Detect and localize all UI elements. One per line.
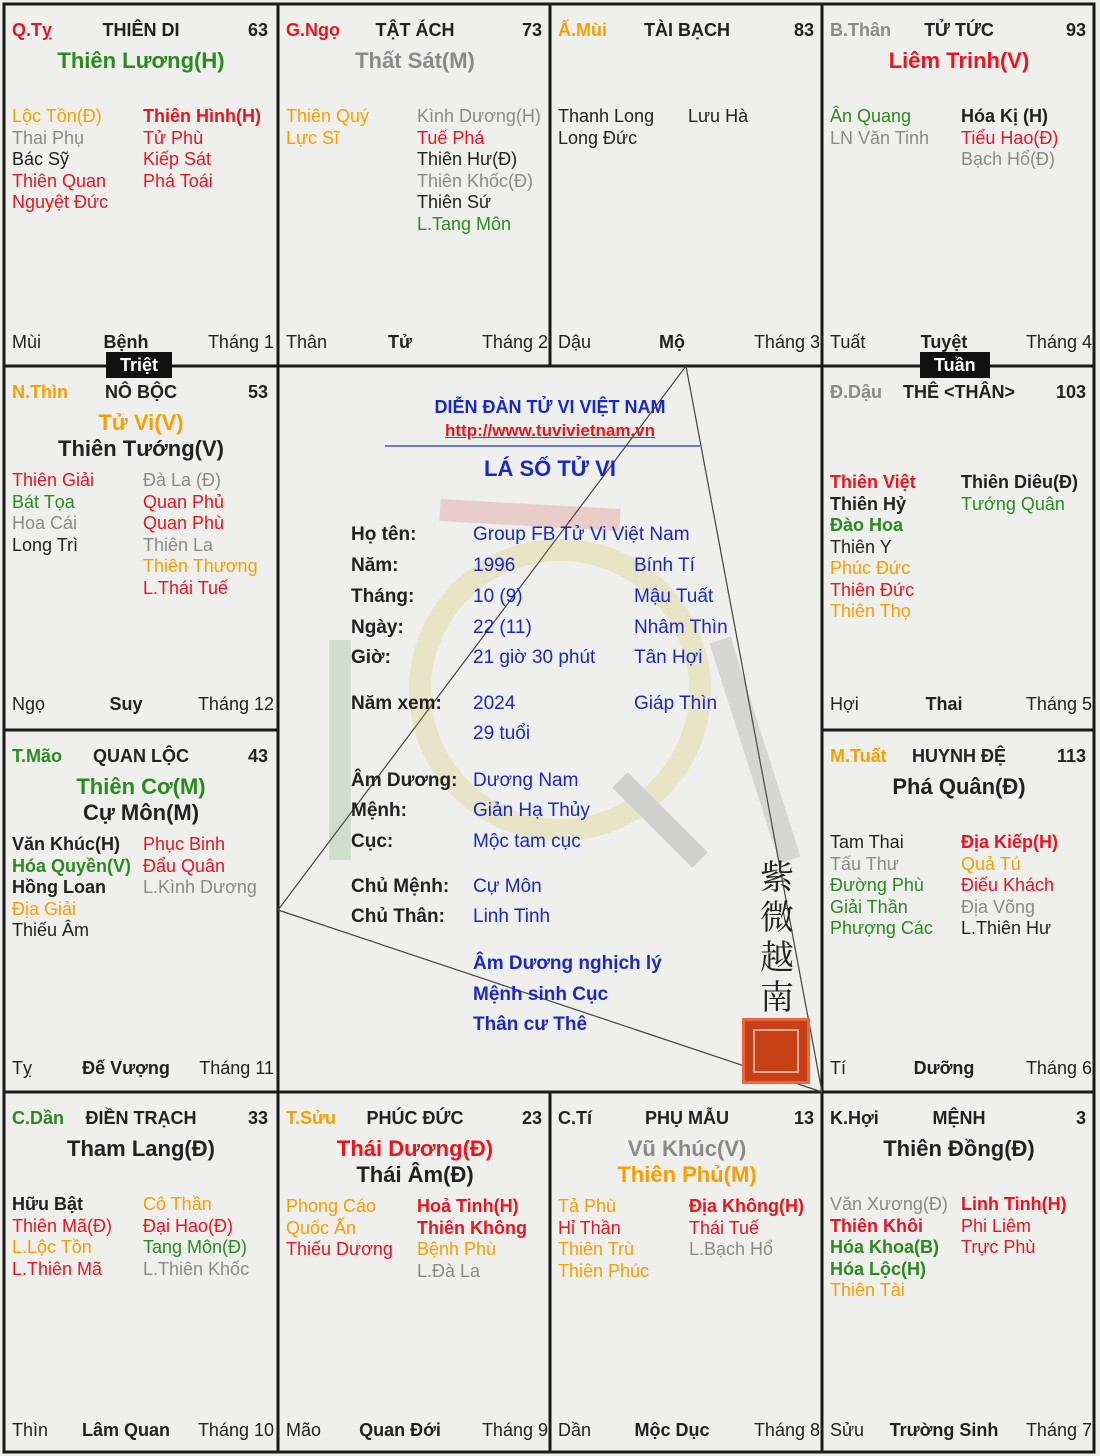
- palace-name: TỬ TỨC: [924, 20, 994, 40]
- minor-star: Thiên Đức: [830, 579, 915, 600]
- minor-stars-left: [12, 470, 94, 556]
- red-seal-stamp: [742, 1018, 810, 1084]
- minor-stars-left: [12, 1194, 112, 1280]
- minor-star: Thiên Tài: [830, 1280, 905, 1300]
- info-value: Cự Môn: [473, 876, 542, 897]
- minor-star: Tuế Phá: [417, 127, 485, 148]
- minor-star: L.Đà La: [417, 1260, 481, 1281]
- palace-month: Tháng 11: [199, 1058, 274, 1078]
- minor-star: Nguyệt Đức: [12, 192, 109, 212]
- minor-star: L.Thái Tuế: [143, 577, 229, 598]
- minor-star: L.Thiên Hư: [961, 918, 1052, 938]
- info-value: Linh Tinh: [473, 906, 551, 927]
- info-value: 22 (11): [473, 617, 532, 638]
- minor-stars-left: [830, 106, 929, 149]
- palace-name: MỆNH: [932, 1108, 986, 1128]
- palace-age: 113: [1056, 746, 1086, 766]
- minor-star: Bác Sỹ: [12, 149, 70, 169]
- minor-star: Đường Phù: [830, 875, 924, 895]
- palace-stage: Mộ: [659, 332, 685, 352]
- minor-stars-right: [417, 106, 541, 235]
- minor-star: Thiếu Âm: [12, 920, 90, 940]
- minor-stars-right: [417, 1196, 527, 1282]
- palace-tmao[interactable]: [6, 732, 276, 1092]
- palace-name: ĐIỀN TRẠCH: [85, 1108, 197, 1128]
- minor-star: Kình Dương(H): [417, 106, 541, 126]
- minor-stars-right: [143, 834, 257, 899]
- minor-star: Cô Thần: [143, 1194, 212, 1214]
- minor-star: Điếu Khách: [961, 875, 1055, 895]
- palace-stem-branch: Ấ.Mùi: [558, 20, 607, 40]
- major-star: Tử Vi(V): [98, 410, 184, 435]
- palace-name: NÔ BỘC: [105, 382, 177, 402]
- major-star: Thái Âm(Đ): [356, 1162, 474, 1187]
- minor-star: Văn Xương(Đ): [830, 1194, 948, 1214]
- minor-star: Thiên Mã(Đ): [12, 1215, 113, 1236]
- minor-star: Hỉ Thần: [558, 1217, 621, 1238]
- note-1: Âm Dương nghịch lý: [473, 953, 662, 974]
- palace-stem-branch: Đ.Dậu: [830, 382, 883, 402]
- palace-gngo[interactable]: [280, 6, 550, 366]
- minor-star: Thiên Hỷ: [830, 493, 907, 514]
- minor-star: Đào Hoa: [830, 515, 904, 535]
- minor-star: Thiên Trù: [558, 1239, 635, 1259]
- palace-stage: Tuyệt: [920, 332, 968, 352]
- palace-name: PHÚC ĐỨC: [366, 1108, 464, 1128]
- minor-stars-right: [961, 106, 1058, 171]
- palace-month: Tháng 1: [207, 332, 274, 352]
- palace-khoi[interactable]: [824, 1094, 1094, 1454]
- palace-stem-branch: M.Tuất: [830, 746, 887, 766]
- minor-star: L.Bạch Hổ: [689, 1239, 774, 1259]
- palace-age: 83: [793, 20, 814, 40]
- minor-star: Hoả Tinh(H): [417, 1196, 519, 1216]
- info-label: Năm xem:: [351, 693, 442, 714]
- minor-star: Thiên Khôi: [830, 1215, 923, 1236]
- minor-star: Quan Phù: [143, 513, 225, 533]
- palace-branch: Thìn: [12, 1420, 49, 1440]
- major-star: Thiên Phủ(M): [617, 1162, 757, 1187]
- palace-age: 93: [1065, 20, 1086, 40]
- minor-star: Tang Môn(Đ): [143, 1237, 248, 1257]
- minor-star: Thiên Việt: [830, 472, 916, 492]
- info-value: 10 (9): [473, 586, 523, 607]
- palace-month: Tháng 5: [1025, 694, 1092, 714]
- info-extra: Bính Tí: [634, 555, 695, 576]
- minor-star: Thiên Thương: [143, 556, 258, 576]
- palace-branch: Thân: [286, 332, 328, 352]
- info-value: 2024: [473, 693, 516, 714]
- palace-name: HUYNH ĐỆ: [911, 746, 1006, 766]
- triet-tag: Triệt: [106, 352, 172, 378]
- minor-star: L.Thiên Mã: [12, 1258, 103, 1279]
- minor-star: Thiên Không: [417, 1217, 527, 1238]
- minor-star: Thiên Y: [830, 536, 892, 557]
- minor-star: Thai Phụ: [12, 127, 85, 148]
- minor-star: Thái Tuế: [689, 1217, 760, 1238]
- major-star: Liêm Trinh(V): [888, 48, 1030, 73]
- minor-star: Bạch Hổ(Đ): [961, 149, 1056, 169]
- minor-star: Thiên Khốc(Đ): [417, 170, 534, 191]
- minor-star: Bệnh Phù: [417, 1239, 497, 1259]
- info-value: Mộc tam cục: [473, 831, 581, 852]
- minor-star: Tử Phù: [143, 127, 204, 148]
- palace-stem-branch: T.Sửu: [286, 1108, 337, 1128]
- major-star: Thiên Đồng(Đ): [883, 1136, 1035, 1161]
- seal-char-1: 紫: [760, 858, 794, 898]
- minor-star: Bát Tọa: [12, 491, 75, 512]
- palace-stage: Dưỡng: [913, 1058, 975, 1078]
- minor-star: Long Đức: [558, 127, 638, 148]
- palace-stage: Quan Đới: [359, 1420, 441, 1440]
- palace-amui[interactable]: [552, 6, 822, 366]
- seal-char-2: 微: [760, 898, 794, 938]
- minor-stars-right: [143, 1194, 249, 1280]
- palace-stage: Tử: [387, 332, 413, 352]
- minor-star: Thiên Quan: [12, 170, 107, 191]
- minor-star: Thiên Diêu(Đ): [961, 472, 1078, 492]
- palace-age: 73: [521, 20, 542, 40]
- palace-month: Tháng 9: [481, 1420, 548, 1440]
- minor-star: Địa Không(H): [689, 1196, 804, 1216]
- palace-age: 63: [247, 20, 268, 40]
- minor-star: Địa Giải: [12, 898, 77, 919]
- minor-star: Hóa Lộc(H): [830, 1258, 926, 1279]
- minor-stars-right: [143, 470, 258, 599]
- minor-star: Thiếu Dương: [286, 1239, 393, 1259]
- palace-stem-branch: B.Thân: [830, 20, 891, 40]
- minor-star: Thiên Hư(Đ): [417, 149, 518, 169]
- info-value: Giản Hạ Thủy: [473, 800, 590, 821]
- palace-branch: Mão: [286, 1420, 322, 1440]
- minor-stars-left: [286, 106, 369, 149]
- minor-star: Thiên La: [143, 534, 214, 555]
- palace-stage: Lâm Quan: [81, 1420, 170, 1440]
- major-star: Phá Quân(Đ): [892, 774, 1026, 799]
- palace-stem-branch: K.Hợi: [830, 1108, 879, 1128]
- minor-star: Địa Kiếp(H): [961, 832, 1059, 852]
- palace-bthan[interactable]: [824, 6, 1094, 366]
- palace-stem-branch: C.Dần: [12, 1108, 65, 1128]
- palace-month: Tháng 10: [197, 1420, 274, 1440]
- minor-star: Trực Phù: [961, 1237, 1036, 1257]
- forum-title: DIỄN ĐÀN TỬ VI VIỆT NAM: [434, 397, 666, 417]
- palace-month: Tháng 4: [1025, 332, 1092, 352]
- major-star: Tham Lang(Đ): [67, 1136, 215, 1161]
- minor-star: Quan Phủ: [143, 491, 225, 512]
- minor-star: Quả Tú: [961, 853, 1021, 874]
- minor-star: Hóa Kị (H): [961, 106, 1048, 126]
- minor-star: Tướng Quân: [961, 493, 1065, 514]
- palace-name: THIÊN DI: [102, 20, 180, 40]
- palace-stem-branch: N.Thìn: [12, 382, 68, 402]
- palace-month: Tháng 3: [753, 332, 820, 352]
- palace-branch: Hợi: [830, 694, 859, 714]
- minor-star: Long Trì: [12, 534, 79, 555]
- minor-star: Lộc Tồn(Đ): [12, 106, 102, 126]
- palace-age: 103: [1055, 382, 1086, 402]
- seal-char-4: 南: [760, 978, 794, 1018]
- minor-star: Phục Binh: [143, 834, 226, 854]
- palace-tsuu[interactable]: [280, 1094, 550, 1454]
- minor-star: Tả Phù: [558, 1196, 617, 1216]
- info-value: 29 tuổi: [473, 723, 531, 744]
- palace-stage: Trường Sinh: [889, 1420, 999, 1440]
- palace-month: Tháng 6: [1025, 1058, 1092, 1078]
- minor-star: Thanh Long: [558, 106, 655, 126]
- minor-star: Hữu Bật: [12, 1194, 84, 1214]
- note-3: Thân cư Thê: [473, 1014, 588, 1035]
- palace-stage: Đế Vượng: [82, 1058, 170, 1078]
- minor-star: Thiên Sứ: [417, 192, 492, 212]
- info-extra: Mậu Tuất: [634, 586, 714, 607]
- minor-star: Tiểu Hao(Đ): [961, 127, 1059, 148]
- minor-stars-left: [286, 1196, 393, 1261]
- minor-star: Đà La (Đ): [143, 470, 222, 490]
- palace-stem-branch: G.Ngọ: [286, 20, 340, 40]
- minor-star: Phượng Các: [830, 918, 933, 938]
- minor-star: Địa Võng: [961, 896, 1036, 917]
- info-extra: Giáp Thìn: [634, 693, 718, 714]
- palace-stem-branch: C.Tí: [558, 1108, 592, 1128]
- palace-month: Tháng 7: [1025, 1420, 1092, 1440]
- major-star: Thiên Lương(H): [57, 48, 225, 73]
- palace-age: 13: [793, 1108, 814, 1128]
- minor-stars-left: [830, 472, 916, 623]
- tuan-tag: Tuần: [920, 352, 990, 378]
- palace-age: 23: [521, 1108, 542, 1128]
- palace-branch: Tỵ: [12, 1058, 32, 1078]
- palace-branch: Tí: [830, 1058, 846, 1078]
- info-label: Âm Dương:: [351, 770, 458, 791]
- minor-stars-left: [830, 832, 933, 940]
- minor-stars-right: [688, 106, 748, 128]
- palace-age: 33: [247, 1108, 268, 1128]
- minor-star: Thiên Giải: [12, 470, 95, 490]
- minor-stars-left: [12, 834, 131, 942]
- major-star: Thiên Cơ(M): [76, 774, 206, 799]
- info-label: Chủ Thân:: [351, 906, 445, 927]
- minor-star: Lực Sĩ: [286, 127, 340, 148]
- minor-stars-right: [961, 832, 1058, 940]
- minor-stars-right: [689, 1196, 804, 1261]
- info-label: Chủ Mệnh:: [351, 876, 450, 897]
- info-label: Họ tên:: [351, 524, 417, 545]
- info-value: Group FB Tử Vi Việt Nam: [473, 524, 690, 545]
- minor-stars-left: [12, 106, 108, 214]
- minor-stars-left: [830, 1194, 948, 1302]
- minor-star: Đại Hao(Đ): [143, 1215, 234, 1236]
- minor-star: LN Văn Tinh: [830, 127, 930, 148]
- info-label: Ngày:: [351, 617, 404, 638]
- minor-stars-right: [143, 106, 261, 192]
- minor-star: Hoa Cái: [12, 513, 78, 533]
- palace-cti[interactable]: [552, 1094, 822, 1454]
- minor-star: Văn Khúc(H): [12, 834, 120, 854]
- palace-stem-branch: Q.Tỵ: [12, 20, 53, 40]
- minor-star: L.Lộc Tồn: [12, 1237, 92, 1257]
- palace-month: Tháng 2: [481, 332, 548, 352]
- minor-star: Quốc Ấn: [286, 1217, 357, 1238]
- palace-age: 3: [1075, 1108, 1086, 1128]
- palace-name: TẬT ÁCH: [375, 20, 455, 40]
- minor-star: Thiên Phúc: [558, 1260, 650, 1281]
- seal-char-3: 越: [760, 938, 794, 978]
- palace-branch: Dậu: [558, 332, 592, 352]
- major-star: Thiên Tướng(V): [58, 436, 224, 461]
- minor-star: Phong Cáo: [286, 1196, 377, 1216]
- minor-stars-left: [558, 106, 654, 149]
- minor-stars-left: [558, 1196, 649, 1282]
- palace-cdan[interactable]: [6, 1094, 276, 1454]
- palace-branch: Ngọ: [12, 694, 46, 714]
- info-extra: Nhâm Thìn: [634, 617, 728, 638]
- palace-name: THÊ <THÂN>: [902, 382, 1016, 402]
- palace-branch: Mùi: [12, 332, 42, 352]
- palace-stage: Bệnh: [103, 332, 149, 352]
- minor-star: Giải Thần: [830, 896, 908, 917]
- palace-stage: Suy: [109, 694, 143, 714]
- info-value: Dương Nam: [473, 770, 579, 791]
- minor-star: L.Thiên Khốc: [143, 1258, 250, 1279]
- info-label: Mệnh:: [351, 800, 407, 821]
- minor-star: Ân Quang: [830, 106, 912, 126]
- minor-star: Linh Tinh(H): [961, 1194, 1067, 1214]
- minor-star: Hồng Loan: [12, 877, 106, 897]
- palace-qty[interactable]: [6, 6, 276, 366]
- palace-mtuat[interactable]: [824, 732, 1094, 1092]
- palace-age: 53: [247, 382, 268, 402]
- palace-stage: Mộc Dục: [634, 1420, 710, 1440]
- info-label: Cục:: [351, 831, 394, 852]
- minor-star: Thiên Quý: [286, 106, 370, 126]
- info-label: Giờ:: [351, 647, 391, 668]
- minor-star: Thiên Thọ: [830, 601, 911, 621]
- major-star: Thất Sát(M): [355, 48, 475, 73]
- info-label: Tháng:: [351, 586, 415, 607]
- palace-name: PHỤ MẪU: [645, 1108, 729, 1128]
- palace-stem-branch: T.Mão: [12, 746, 63, 766]
- info-extra: Tân Hợi: [634, 647, 703, 668]
- palace-branch: Tuất: [830, 332, 866, 352]
- minor-star: Lưu Hà: [688, 106, 749, 126]
- minor-star: Tam Thai: [830, 832, 904, 852]
- minor-star: Phúc Đức: [830, 558, 911, 578]
- major-star: Thái Dương(Đ): [336, 1136, 494, 1161]
- palace-name: QUAN LỘC: [93, 746, 189, 766]
- forum-url[interactable]: http://www.tuvivietnam.vn: [445, 421, 655, 440]
- minor-star: L.Kình Dương: [143, 877, 257, 897]
- palace-month: Tháng 12: [197, 694, 274, 714]
- info-value: 21 giờ 30 phút: [473, 647, 596, 668]
- minor-star: Hóa Khoa(B): [830, 1237, 939, 1257]
- palace-age: 43: [247, 746, 268, 766]
- palace-stage: Thai: [925, 694, 963, 714]
- palace-name: TÀI BẠCH: [644, 20, 730, 40]
- info-value: 1996: [473, 555, 516, 576]
- minor-star: Hóa Quyền(V): [12, 855, 132, 876]
- chart-title: LÁ SỐ TỬ VI: [484, 456, 616, 481]
- minor-stars-right: [961, 1194, 1067, 1259]
- major-star: Cự Môn(M): [82, 800, 200, 825]
- info-label: Năm:: [351, 555, 399, 576]
- minor-star: Thiên Hình(H): [143, 106, 261, 126]
- minor-star: Đẩu Quân: [143, 855, 226, 876]
- minor-star: Kiếp Sát: [143, 149, 212, 169]
- major-star: Vũ Khúc(V): [627, 1136, 747, 1161]
- minor-star: L.Tang Môn: [417, 213, 512, 234]
- minor-star: Phá Toái: [143, 170, 213, 191]
- minor-star: Phi Liêm: [961, 1215, 1032, 1236]
- minor-star: Tấu Thư: [830, 853, 899, 874]
- note-2: Mệnh sinh Cục: [473, 984, 609, 1005]
- palace-month: Tháng 8: [753, 1420, 820, 1440]
- palace-branch: Dần: [558, 1420, 592, 1440]
- palace-branch: Sửu: [830, 1420, 865, 1440]
